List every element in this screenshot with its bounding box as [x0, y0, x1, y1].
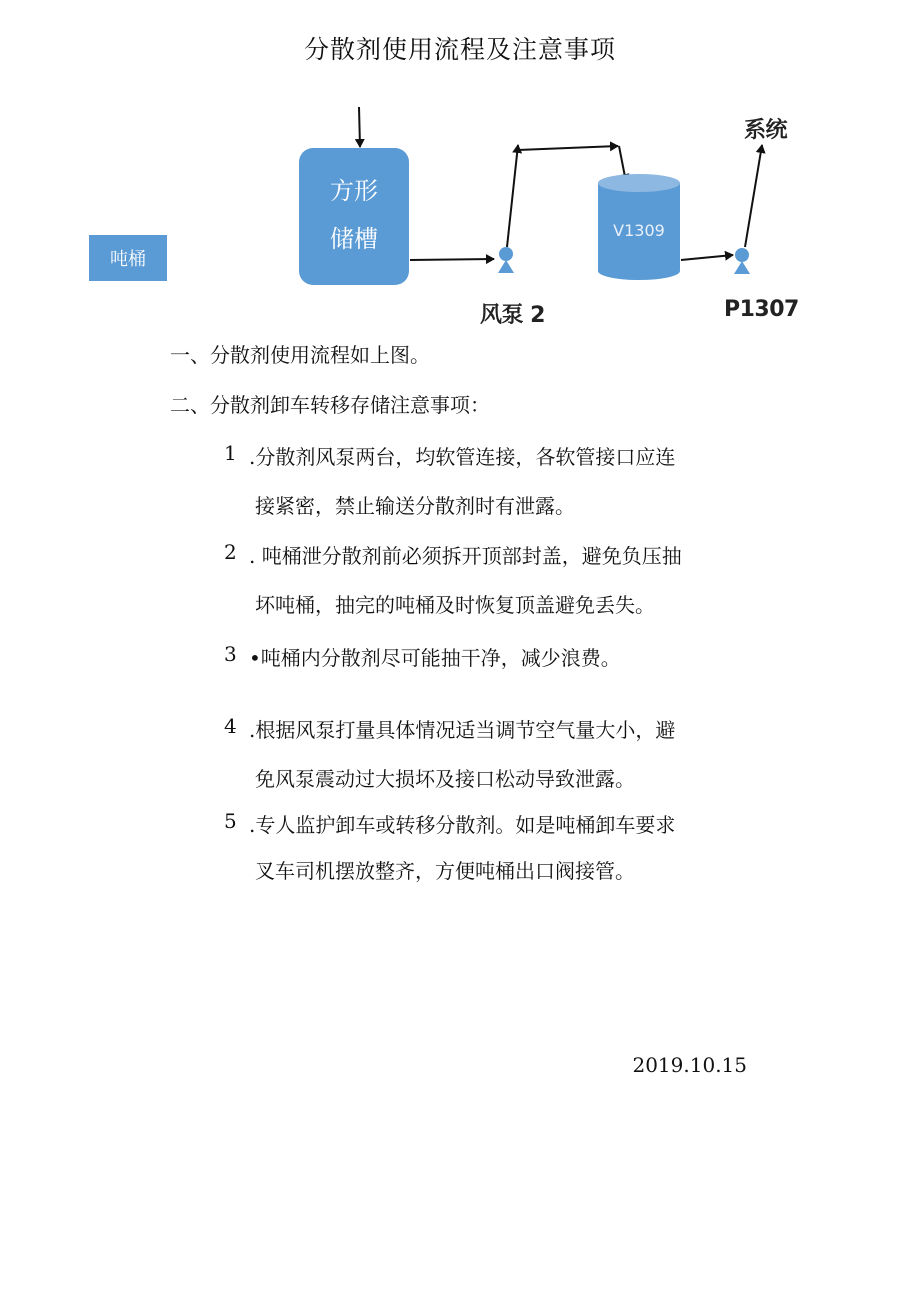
item-3-line1: •吨桶内分散剂尽可能抽干净，减少浪费。 [249, 646, 621, 670]
item-5-line2: 叉车司机摆放整齐，方便吨桶出口阀接管。 [255, 859, 635, 883]
item-4-line2: 免风泵震动过大损坏及接口松动导致泄露。 [255, 767, 635, 791]
item-3-number: 3 [224, 642, 237, 666]
system-label: 系统 [744, 118, 788, 143]
tundrum-box: 吨桶 [89, 235, 167, 281]
v1309-to-p1307-line [681, 255, 733, 260]
item-1-number: 1 [224, 441, 237, 465]
tank-to-pump2-line [410, 259, 494, 260]
item-4-number: 4 [224, 714, 237, 738]
pump2-label: 风泵 2 [480, 303, 545, 328]
item-5-line1: .专人监护卸车或转移分散剂。如是吨桶卸车要求 [249, 813, 676, 837]
p1307-to-system-line [745, 145, 762, 247]
v1309-label: V1309 [613, 221, 665, 240]
item-4-line1: .根据风泵打量具体情况适当调节空气量大小，避 [249, 718, 676, 742]
item-1-line1: .分散剂风泵两台，均软管连接，各软管接口应连 [249, 445, 676, 469]
pump2-riser-line [507, 145, 518, 247]
item-2-line1: . 吨桶泄分散剂前必须拆开顶部封盖，避免负压抽 [249, 544, 682, 568]
tank-label-line1: 方形 [330, 177, 378, 205]
p1307-label: P1307 [724, 297, 799, 322]
flow-diagram-graphics [80, 95, 820, 330]
tank-label-line2: 储槽 [330, 225, 378, 253]
item-1-line2: 接紧密，禁止输送分散剂时有泄露。 [255, 494, 575, 518]
item-2-line2: 坏吨桶，抽完的吨桶及时恢复顶盖避免丢失。 [255, 593, 655, 617]
inlet-arrow [359, 107, 360, 147]
section-1: 一、分散剂使用流程如上图。 [170, 343, 430, 367]
section-2: 二、分散剂卸车转移存储注意事项： [170, 393, 490, 417]
process-flow-diagram [80, 95, 820, 330]
p1307-icon [734, 248, 750, 274]
page-title: 分散剂使用流程及注意事项 [303, 35, 616, 64]
pump2-icon [498, 247, 514, 273]
top-pipe-line [518, 146, 618, 150]
document-date: 2019.10.15 [632, 1053, 747, 1077]
item-5-number: 5 [224, 809, 237, 833]
item-2-number: 2 [224, 540, 237, 564]
